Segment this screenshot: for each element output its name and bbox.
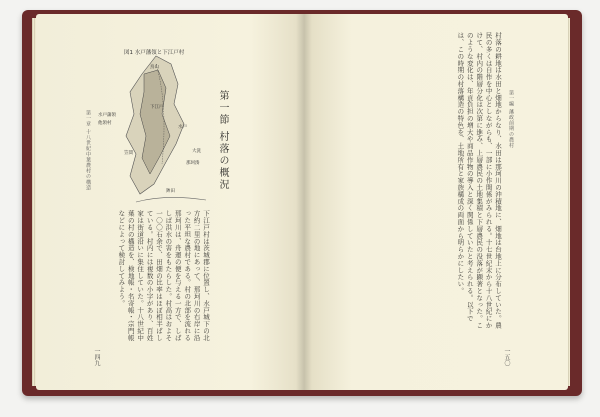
map-label: 鳥山 xyxy=(150,65,159,70)
map-legend xyxy=(98,112,116,128)
map-label: 笠間 xyxy=(124,151,133,156)
legend-item-other: 他領村 xyxy=(98,121,112,126)
right-page-number: 一五〇 xyxy=(503,348,510,366)
map-label: 鉾田 xyxy=(166,189,175,194)
map-title: 図1 水戸藩領と下江戸村 xyxy=(124,50,185,56)
map-label: 下江戸 xyxy=(150,105,164,110)
book-gutter xyxy=(296,14,312,390)
right-body-text: 村落の耕地は水田と畑地からなり、水田は那珂川の沖積地に、畑地は台地上に分布していた。農民の多くは自作を中心としながらも、一部に小作関係がみられる。十七世紀末から十八世紀にかけて、村内の階層分化は次第に進み、上層農民の土地集積と下層農民の没落が顕著となった。このような変化は、年貢負担の増大や商品作物の導入と深く関係していたと考えられる。以下では、この時期の村落構造の特色を、土地所有と家族構成の両面から明らかにしたい。 xyxy=(456,32,502,329)
right-running-head: 第一編 藩政前期の農村 xyxy=(508,90,514,149)
section-heading: 第一節 村落の概況 xyxy=(217,90,228,192)
left-running-head: 第一章 十八世紀中葉農村の構造 xyxy=(85,110,91,191)
map-label: 水戸 xyxy=(178,125,187,130)
legend-item-mito: 水戸藩領 xyxy=(98,113,116,118)
map-label: 那珂湊 xyxy=(186,161,200,166)
map-label: 大洗 xyxy=(192,149,201,154)
left-body-text: 下江戸村は茨城郡に位置し、水戸城下の北方約二里の地にあって、那珂川の右岸に沿った平坦な農村である。村の北部を流れる那珂川は、舟運の便を与える一方で、しばしば洪水の害をもたらした。村高はおよそ一〇〇石余で、田畑の比率はほぼ相半ばしている。村内には複数の小字があり、百姓家は街道沿いに集住していた。十八世紀中葉の村の構造を、検地帳・名寄帳・宗門帳などによって検討してみよう。 xyxy=(117,210,210,342)
left-page-number: 一四九 xyxy=(93,348,100,366)
